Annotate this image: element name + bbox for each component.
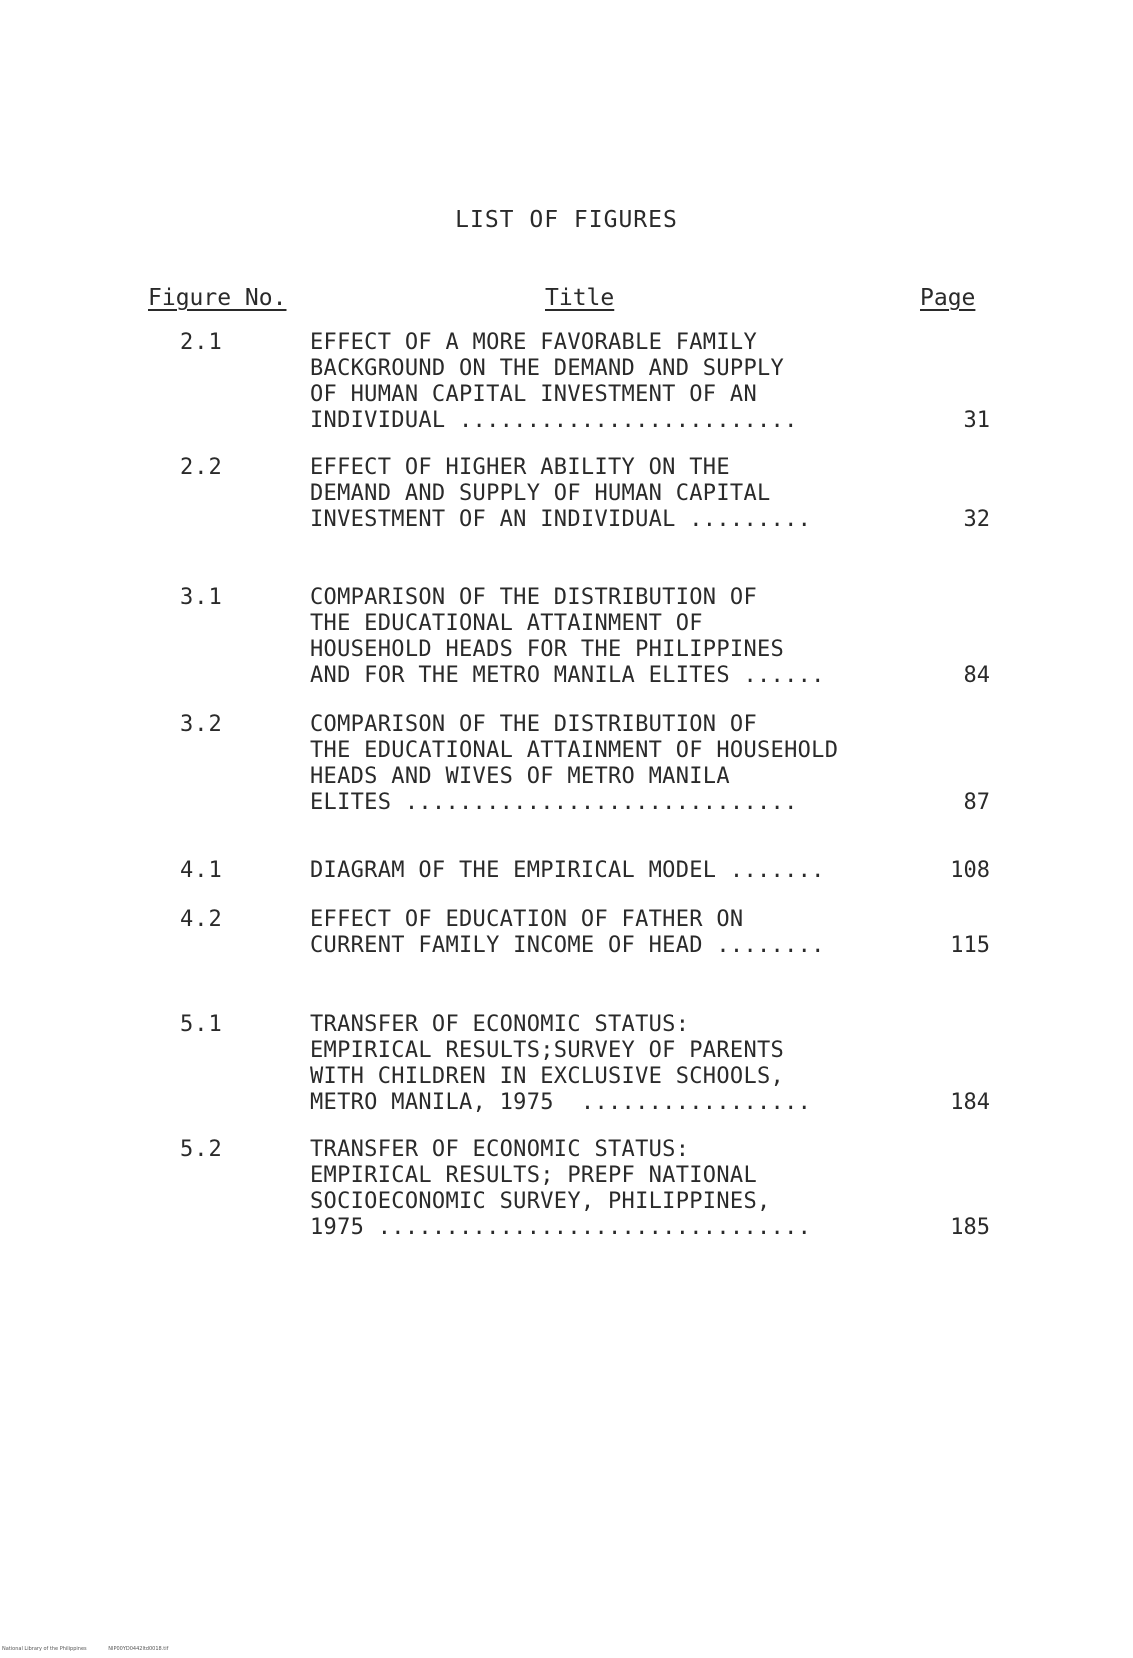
- figure-title-line: TRANSFER OF ECONOMIC STATUS:: [310, 1012, 690, 1037]
- figure-title-line: BACKGROUND ON THE DEMAND AND SUPPLY: [310, 356, 785, 381]
- figure-title-line: EFFECT OF A MORE FAVORABLE FAMILY: [310, 330, 757, 355]
- figure-number: 4.2: [180, 907, 223, 932]
- scan-footer: [2, 1646, 188, 1652]
- figure-number: 4.1: [180, 858, 223, 883]
- figure-title-line: THE EDUCATIONAL ATTAINMENT OF: [310, 611, 703, 636]
- figure-number: 3.1: [180, 585, 223, 610]
- footer-library: National Library of the Philippines: [2, 1646, 87, 1652]
- figure-title-line: COMPARISON OF THE DISTRIBUTION OF: [310, 585, 757, 610]
- figure-page-number: 31: [963, 408, 990, 433]
- header-figure-no: Figure No.: [148, 285, 287, 311]
- figure-title-line: EMPIRICAL RESULTS;SURVEY OF PARENTS: [310, 1038, 785, 1063]
- figure-title-line: DIAGRAM OF THE EMPIRICAL MODEL .......: [310, 858, 825, 883]
- figure-number: 5.1: [180, 1012, 223, 1037]
- figure-title-line: HOUSEHOLD HEADS FOR THE PHILIPPINES: [310, 637, 785, 662]
- figure-page-number: 115: [950, 933, 990, 958]
- figure-title-line: COMPARISON OF THE DISTRIBUTION OF: [310, 712, 757, 737]
- figure-title: [310, 1012, 930, 1116]
- figure-title: [310, 585, 930, 689]
- figure-title-line: 1975 ................................: [310, 1215, 812, 1240]
- figure-title-line: WITH CHILDREN IN EXCLUSIVE SCHOOLS,: [310, 1064, 785, 1089]
- header-title: Title: [545, 285, 615, 311]
- figure-page-number: 108: [950, 858, 990, 883]
- figure-number: 3.2: [180, 712, 223, 737]
- figure-title-line: HEADS AND WIVES OF METRO MANILA: [310, 764, 730, 789]
- figure-number: 2.1: [180, 330, 223, 355]
- figure-title: [310, 858, 930, 884]
- figure-number: 2.2: [180, 455, 223, 480]
- figure-title-line: AND FOR THE METRO MANILA ELITES ......: [310, 663, 825, 688]
- figure-title: [310, 330, 930, 434]
- footer-file: NIP00YD0442ltd0018.tif: [108, 1646, 169, 1652]
- page-title: LIST OF FIGURES: [455, 207, 678, 233]
- figure-page-number: 184: [950, 1090, 990, 1115]
- figure-title: [310, 712, 930, 816]
- figure-title-line: OF HUMAN CAPITAL INVESTMENT OF AN: [310, 382, 757, 407]
- figure-title-line: TRANSFER OF ECONOMIC STATUS:: [310, 1137, 690, 1162]
- figure-title-line: THE EDUCATIONAL ATTAINMENT OF HOUSEHOLD: [310, 738, 839, 763]
- figure-title-line: SOCIOECONOMIC SURVEY, PHILIPPINES,: [310, 1189, 771, 1214]
- figure-title-line: EFFECT OF EDUCATION OF FATHER ON: [310, 907, 744, 932]
- figure-title-line: INDIVIDUAL .........................: [310, 408, 798, 433]
- figure-page-number: 185: [950, 1215, 990, 1240]
- figure-title-line: DEMAND AND SUPPLY OF HUMAN CAPITAL: [310, 481, 771, 506]
- figure-number: 5.2: [180, 1137, 223, 1162]
- figure-title-line: INVESTMENT OF AN INDIVIDUAL .........: [310, 507, 812, 532]
- figure-title: [310, 907, 930, 959]
- figure-title-line: ELITES .............................: [310, 790, 798, 815]
- header-page: Page: [920, 285, 976, 311]
- figure-page-number: 32: [963, 507, 990, 532]
- figure-title-line: EMPIRICAL RESULTS; PREPF NATIONAL: [310, 1163, 757, 1188]
- figure-page-number: 84: [963, 663, 990, 688]
- figure-title-line: METRO MANILA, 1975 .................: [310, 1090, 812, 1115]
- figure-title: [310, 455, 930, 533]
- figure-title: [310, 1137, 930, 1241]
- figure-title-line: CURRENT FAMILY INCOME OF HEAD ........: [310, 933, 825, 958]
- figure-page-number: 87: [963, 790, 990, 815]
- figure-title-line: EFFECT OF HIGHER ABILITY ON THE: [310, 455, 730, 480]
